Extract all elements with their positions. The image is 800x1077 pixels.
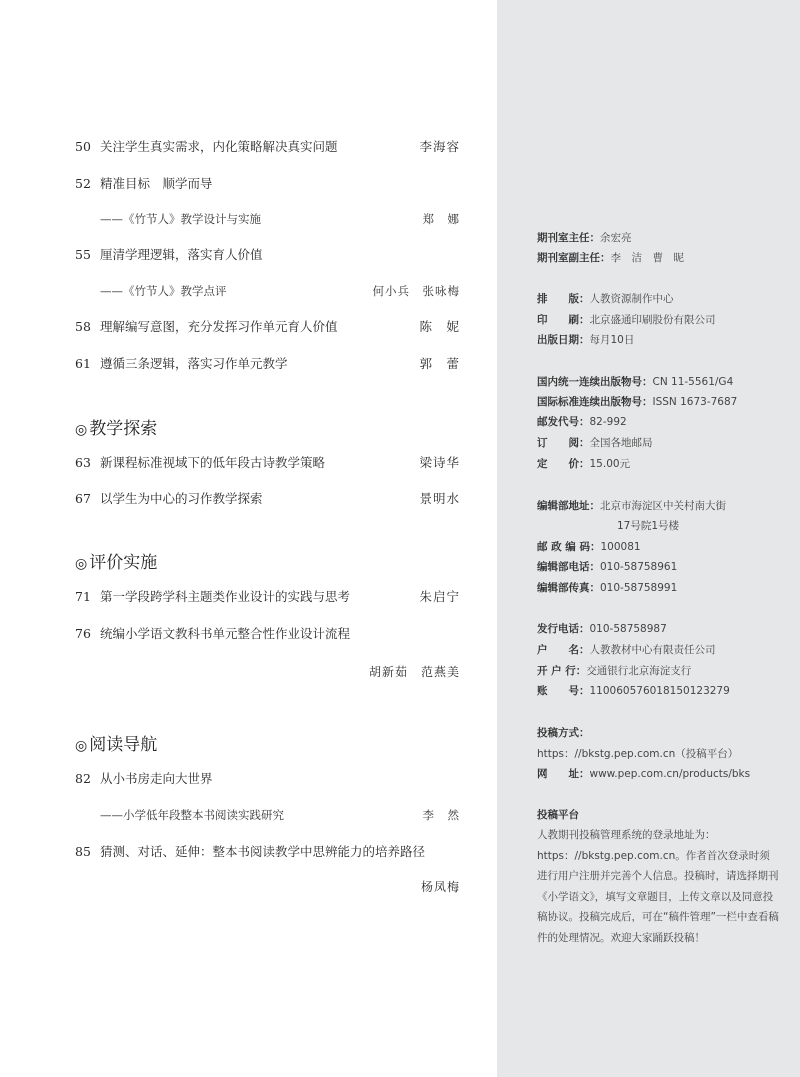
article-author: 朱启宁	[419, 589, 460, 604]
print-line: 印 刷：北京盛通印刷股份有限公司	[537, 314, 716, 326]
page-number: 61	[75, 356, 91, 371]
price-line: 定 价：15.00元	[537, 458, 631, 470]
article-author: 郑 娜	[422, 212, 460, 226]
article-title: 遵循三条逻辑，落实习作单元教学	[100, 356, 288, 371]
article-subtitle: ——《竹节人》教学点评	[100, 284, 227, 298]
section-heading	[75, 418, 157, 441]
account-name-line: 户 名：人教教材中心有限责任公司	[537, 644, 716, 656]
article-title: 猜测、对话、延伸：整本书阅读教学中思辨能力的培养路径	[100, 844, 426, 859]
article-author: 胡新茹 范燕美	[368, 665, 460, 679]
section-heading	[75, 734, 157, 757]
article-author: 陈 妮	[419, 319, 460, 334]
page-number: 55	[75, 247, 91, 262]
article-title: 以学生为中心的习作教学探索	[100, 491, 263, 506]
bank-line: 开 户 行：交通银行北京海淀支行	[537, 665, 692, 677]
phone-line: 编辑部电话：010-58758961	[537, 561, 678, 573]
article-title: 新课程标准视域下的低年段古诗教学策略	[100, 455, 326, 470]
article-title: 从小书房走向大世界	[100, 771, 213, 786]
issn-line: 国际标准连续出版物号：ISSN 1673-7687	[537, 396, 738, 408]
article-title: 理解编写意图，充分发挥习作单元育人价值	[100, 319, 338, 334]
section-title: 教学探索	[89, 419, 158, 439]
article-title: 精准目标 顺学而导	[100, 176, 213, 191]
article-author: 李海容	[419, 139, 460, 154]
page-number: 76	[75, 626, 91, 641]
distribution-phone-line: 发行电话：010-58758987	[537, 623, 667, 635]
fax-line: 编辑部传真：010-58758991	[537, 582, 678, 594]
platform-description: 人教期刊投稿管理系统的登录地址为：https：//bkstg.pep.com.cn。作者首次登录时须进行用户注册并完善个人信息。投稿时，请选择期刊《小学语文》，填写文章题目，上传文章以及同意投稿协议。投稿完成后，可在“稿件管理”一栏中查看稿件的处理情况。欢迎大家踊跃投稿！	[537, 829, 779, 944]
page-number: 58	[75, 319, 91, 334]
submission-url[interactable]: https：//bkstg.pep.com.cn（投稿平台）	[537, 748, 739, 760]
page-number: 50	[75, 139, 91, 154]
section-title: 阅读导航	[89, 735, 158, 755]
submission-heading: 投稿方式：	[537, 727, 590, 739]
date-line: 出版日期：每月10日	[537, 334, 635, 346]
platform-heading: 投稿平台	[537, 809, 579, 821]
article-author: 何小兵 张咏梅	[372, 284, 460, 298]
post-code-line: 邮发代号：82-992	[537, 416, 627, 428]
article-title: 统编小学语文教科书单元整合性作业设计流程	[100, 626, 351, 641]
account-number-line: 账 号：110060576018150123279	[537, 685, 730, 697]
article-author: 郭 蕾	[419, 356, 460, 371]
section-title: 评价实施	[89, 553, 158, 573]
article-author: 李 然	[422, 808, 460, 822]
chief-editor-line: 期刊室主任：余宏亮	[537, 232, 632, 244]
zip-line: 邮 政 编 码：100081	[537, 541, 641, 553]
circle-mark-icon: ◎	[75, 738, 88, 754]
cn-line: 国内统一连续出版物号：CN 11-5561/G4	[537, 376, 734, 388]
circle-mark-icon: ◎	[75, 556, 88, 572]
article-author: 景明水	[419, 491, 460, 506]
circle-mark-icon: ◎	[75, 422, 88, 438]
article-author: 杨凤梅	[420, 880, 460, 894]
article-title: 关注学生真实需求，内化策略解决真实问题	[100, 139, 338, 154]
article-title: 厘清学理逻辑，落实育人价值	[100, 247, 263, 262]
layout-line: 排 版：人教资源制作中心	[537, 293, 674, 305]
article-subtitle: ——小学低年段整本书阅读实践研究	[100, 808, 284, 822]
article-title: 第一学段跨学科主题类作业设计的实践与思考	[100, 589, 351, 604]
section-heading	[75, 552, 157, 575]
article-author: 梁诗华	[419, 455, 460, 470]
order-line: 订 阅：全国各地邮局	[537, 437, 653, 449]
page-number: 67	[75, 491, 91, 506]
address-line-2: 17号院1号楼	[617, 520, 680, 532]
page-number: 52	[75, 176, 91, 191]
deputy-editor-line: 期刊室副主任：李 洁 曹 昵	[537, 252, 684, 264]
address-line: 编辑部地址：北京市海淀区中关村南大街	[537, 500, 726, 512]
website-line: 网 址：www.pep.com.cn/products/bks	[537, 768, 751, 780]
page-number: 85	[75, 844, 91, 859]
page-number: 63	[75, 455, 91, 470]
website-link[interactable]: www.pep.com.cn/products/bks	[589, 768, 751, 780]
article-subtitle: ——《竹节人》教学设计与实施	[100, 212, 261, 226]
page-number: 71	[75, 589, 91, 604]
page-number: 82	[75, 771, 91, 786]
